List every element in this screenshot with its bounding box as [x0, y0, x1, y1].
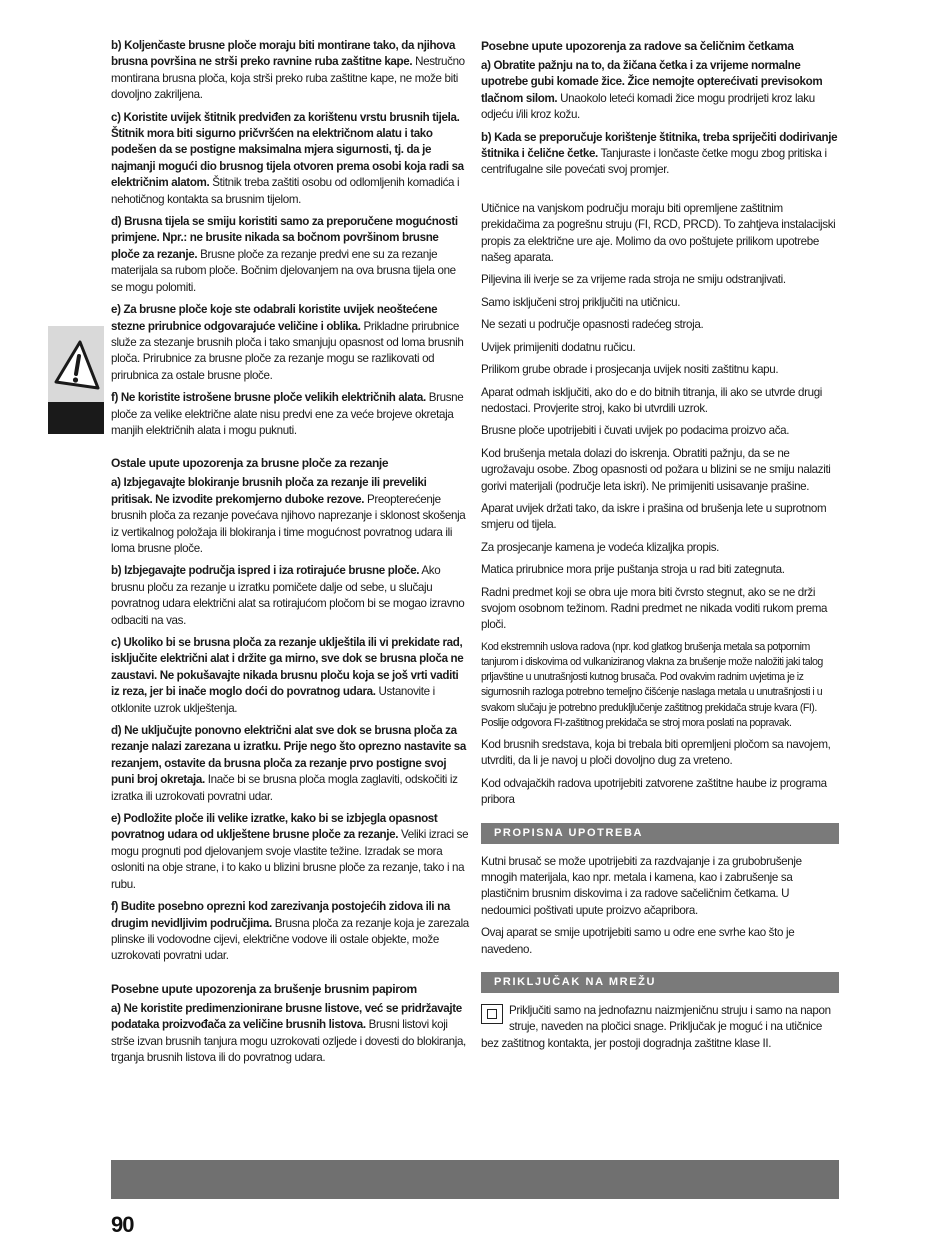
left-column [111, 38, 469, 1072]
cutting-e-text: Veliki izraci se mogu prognuti pod djelovanjem svoje vlastite težine. Izradak se mora osloniti na obje strane, i to kako u blizini brusne ploče za rezanje, tako i na rubu. [111, 828, 469, 891]
cutting-b-text: Ako brusnu ploču za rezanje u izratku pomičete dalje od sebe, u slučaju povratnog udara električni alat sa rotirajućom pločom bi se mogao izravno odbaciti na vas. [111, 564, 465, 627]
brushes-b [481, 130, 839, 179]
general-paragraph: Brusne ploče upotrijebiti i čuvati uvijek po podacima proizvo ača. [481, 424, 790, 438]
intended-use-paragraph: Kutni brusač se može upotrijebiti za razdvajanje i za grubobrušenje mnogih materijala, kao npr. metala i kamena, kao i zabrušenje sa plastičnim brusnim diskovima i za radove sačeličnim četkama. U nedoumici poštivati upute proizvo ačapribora. [481, 854, 802, 917]
paragraph-f-bold: f) Ne koristite istrošene brusne ploče velikih električnih alata. [111, 391, 426, 405]
paragraph-c [111, 110, 469, 208]
cutting-b-bold: b) Izbjegavajte područja ispred i iza rotirajuće brusne ploče. [111, 564, 420, 578]
general-paragraph: Kod brušenja metala dolazi do iskrenja. Obratiti pažnju, da se ne ugrožavaju osobe. Zbog opasnosti od požara u blizini se ne smiju nalaziti gorivi materijali (područje leta iskri). Ne primijeniti usisavanje prašine. [481, 446, 831, 493]
brushes-a-bold: a) Obratite pažnju na to, da žičana četka i za vrijeme normalne upotrebe gubi komade žice. Žice nemojte opterećivati previsokom tlačnom silom. [481, 59, 823, 105]
cutting-c-text: Ustanovite i otklonite uzrok uklještenja. [111, 685, 435, 715]
cutting-d-text: Inače bi se brusna ploča mogla zaglaviti, odskočiti iz izratka ili uzrokovati povratni udar. [111, 773, 458, 803]
paragraph-d [111, 214, 469, 296]
paragraph-f [111, 390, 469, 439]
cutting-e [111, 811, 469, 893]
general-paragraph: Uvijek primijeniti dodatnu ručicu. [481, 340, 636, 354]
general-paragraph: Aparat uvijek držati tako, da iskre i prašina od brušenja lete u suprotnom smjeru od tijela. [481, 501, 827, 532]
paragraph-b [111, 38, 469, 104]
page-number: 90 [111, 1212, 134, 1237]
cutting-c [111, 635, 469, 717]
cutting-e-bold: e) Podložite ploče ili velike izratke, kako bi se izbjegla opasnost povratnog udara od uklještene brusne ploče za rezanje. [111, 812, 438, 842]
general-paragraph: Utičnice na vanjskom području moraju biti opremljene zaštitnim prekidačima za pogrešnu struju (FI, RCD, PRCD). To zahtjeva instalacijski propis za električne ure aje. Molimo da ovo poštujete prilikom upotrebe našeg aparata. [481, 201, 836, 265]
double-insulation-icon [481, 1004, 503, 1024]
paragraph-e [111, 302, 469, 384]
general-paragraph: Kod brusnih sredstava, koja bi trebala biti opremljeni pločom sa navojem, utvrditi, da li je navoj u ploči dovoljno dug za vreteno. [481, 738, 831, 768]
brushes-a-text: Unaokolo leteći komadi žice mogu prodrijeti kroz laku odjeću i/ili kroz kožu. [481, 91, 815, 122]
extreme-conditions-paragraph: Kod ekstremnih uslova radova (npr. kod glatkog brušenja metala sa potpornim tanjurom i diskovima od vulkaniziranog vlakna za brušenje može naložiti jaki talog prljavštine u unutrašnjosti kutnog brusača. Pod ovakvim radnim uvjetima je iz sigurnosnih razloga potrebno temeljno čišćenje naslaga metala u unutrašnjosti i u svakom slučaju je potrebno predukljlučenje zaštitnog prekidača struje kvara (FI). Poslije odgovora FI-zaštitnog prekidača se stroj mora poslati na popravak. [481, 640, 823, 729]
mains-connection-paragraph [481, 1003, 839, 1052]
cutting-a [111, 475, 469, 557]
cutting-d-bold: d) Ne uključujte ponovno električni alat sve dok se brusna ploča za rezanje nalazi zarezana u izratku. Prije nego što oprezno nastavite sa rezanjem, ostavite da brusna ploča za rezanje prvo postigne svoj puni broj okretaja. [111, 724, 466, 787]
general-paragraph: Za prosjecanje kamena je vodeća klizaljka propis. [481, 540, 720, 554]
paragraph-e-text: Prikladne prirubnice služe za stezanje brusnih ploča i tako smanjuju opasnost od loma brusnih ploča. Prirubnice za brusne ploče za rezanje mogu se razlikovati od prirubnica za ostale brusne ploče. [111, 319, 464, 382]
intended-use-paragraph: Ovaj aparat se smije upotrijebiti samo u odre ene svrhe kao što je navedeno. [481, 926, 795, 956]
paragraph-c-bold: c) Koristite uvijek štitnik predviđen za korištenu vrstu brusnih tijela. Štitnik mora biti sigurno pričvršćen na električnom alatu i tako podešen da se postigne maksimalna mjera sigurnosti, tj. da je najmanji mogući dio brusnog tijela otvoren prema osobi koja radi sa električnim alatom. [111, 110, 464, 190]
general-paragraph: Ne sezati u područje opasnosti radećeg stroja. [481, 318, 704, 332]
general-paragraph: Radni predmet koji se obra uje mora biti čvrsto stegnut, ako se ne drži svojom osobnom težinom. Radni predmet ne nikada voditi rukom prema ploči. [481, 585, 828, 632]
brushes-b-text: Tanjuraste i lončaste četke mogu zbog pritiska i centrifugalne sile povećati svoj promjer. [481, 147, 827, 177]
cutting-a-bold: a) Izbjegavajte blokiranje brusnih ploča za rezanje ili preveliki pritisak. Ne izvodite prekomjerno duboke rezove. [111, 476, 427, 506]
heading-wire-brushes: Posebne upute upozorenja za radove sa čeličnim četkama [481, 39, 794, 53]
cutting-a-text: Preopterećenje brusnih ploča za rezanje povećava njihovo naprezanje i sklonost skošenja iz vertikalnog položaja ili blokiranja i time mogućnost povratnog udara ili loma brusne ploče. [111, 492, 466, 555]
heading-sanding-paper: Posebne upute upozorenja za brušenje brusnim papirom [111, 981, 417, 996]
mains-connection-text: Priključiti samo na jednofaznu naizmjeničnu struju i samo na napon struje, naveden na pločici snage. Priključak je moguć i na utičnice bez zaštitnog kontakta, jer postoji dogradnja zaštitne klase II. [481, 1004, 831, 1050]
warning-side-tab [48, 326, 104, 434]
paragraph-c-text: Štitnik treba zaštiti osobu od odlomljenih komadića i nehotičnog kontakta sa brusnim tijelom. [111, 176, 460, 206]
section-header-mains-connection: PRIKLJUČAK NA MREŽU [481, 972, 839, 993]
brushes-b-bold: b) Kada se preporučuje korištenje štitnika, treba spriječiti dodirivanje štitnika i čelične četke. [481, 130, 838, 161]
general-paragraph: Matica prirubnice mora prije puštanja stroja u rad biti zategnuta. [481, 563, 785, 577]
paragraph-d-bold: d) Brusna tijela se smiju koristiti samo za preporučene mogućnosti primjene. Npr.: ne brusite nikada sa bočnom površinom brusne ploče za rezanje. [111, 215, 458, 261]
paragraph-b-bold: b) Koljenčaste brusne ploče moraju biti montirane tako, da njihova brusna površina ne strši preko ravnine ruba zaštitne kape. [111, 39, 456, 69]
cutting-f-text: Brusna ploča za rezanje koja je zarezala plinske ili vodovodne cijevi, električne vodove ili ostale objekte, može uzrokovati povratni udar. [111, 916, 469, 963]
paragraph-f-text: Brusne ploče za velike električne alate nisu predvi ene za veće brojeve okretaja manjih električnih alata i mogu puknuti. [111, 391, 464, 437]
sanding-a [111, 1001, 469, 1067]
right-column [481, 38, 839, 1058]
cutting-b [111, 563, 469, 629]
general-paragraph: Kod odvajačkih radova upotrijebiti zatvorene zaštitne haube iz programa pribora [481, 776, 827, 807]
cutting-c-bold: c) Ukoliko bi se brusna ploča za rezanje uklještila ili vi prekidate rad, isključite električni alat i držite ga mirno, sve dok se brusna ploča ne zaustavi. Ne pokušavajte nikada brusnu ploču koja se još vrti vaditi iz reza, jer bi inače moglo doći do povratnog udara. [111, 636, 464, 699]
cutting-f [111, 899, 469, 965]
paragraph-e-bold: e) Za brusne ploče koje ste odabrali koristite uvijek neoštećene stezne prirubnice odgovarajuće veličine i oblika. [111, 303, 438, 333]
general-paragraph: Aparat odmah isključiti, ako do e do bitnih titranja, ili ako se utvrde drugi nedostaci. Provjerite stroj, kako bi utvrdili uzrok. [481, 385, 823, 415]
section-header-intended-use: PROPISNA UPOTREBA [481, 823, 839, 844]
brushes-a [481, 58, 839, 124]
sanding-a-text: Brusni listovi koji strše izvan brusnih tanjura mogu uzrokovati ozljede i dovesti do blokiranja, trganja brusnih listova ili do povratnog udara. [111, 1018, 466, 1064]
cutting-d [111, 723, 469, 805]
sanding-a-bold: a) Ne koristite predimenzionirane brusne listove, već se pridržavajte podataka proizvođača za veličine brusnih listova. [111, 1001, 462, 1032]
heading-cutting-discs: Ostale upute upozorenja za brusne ploče za rezanje [111, 456, 389, 471]
warning-triangle-icon [52, 340, 100, 392]
cutting-f-bold: f) Budite posebno oprezni kod zarezivanja postojećih zidova ili na drugim nevidljivim područjima. [111, 900, 450, 930]
paragraph-b-text: Nestručno montirana brusna ploča, koja strši preko ruba zaštitne kape, ne može biti dovoljno zakriljena. [111, 55, 465, 102]
general-paragraph: Prilikom grube obrade i prosjecanja uvijek nositi zaštitnu kapu. [481, 363, 779, 377]
paragraph-d-text: Brusne ploče za rezanje predvi ene su za rezanje materijala sa rubom ploče. Bočnim djelovanjem na ova brusna tijela one se mogu polomiti. [111, 247, 456, 294]
general-paragraph: Samo isključeni stroj priključiti na utičnicu. [481, 295, 681, 309]
general-paragraph: Piljevina ili iverje se za vrijeme rada stroja ne smiju odstranjivati. [481, 273, 786, 287]
footer-bar [111, 1160, 839, 1199]
